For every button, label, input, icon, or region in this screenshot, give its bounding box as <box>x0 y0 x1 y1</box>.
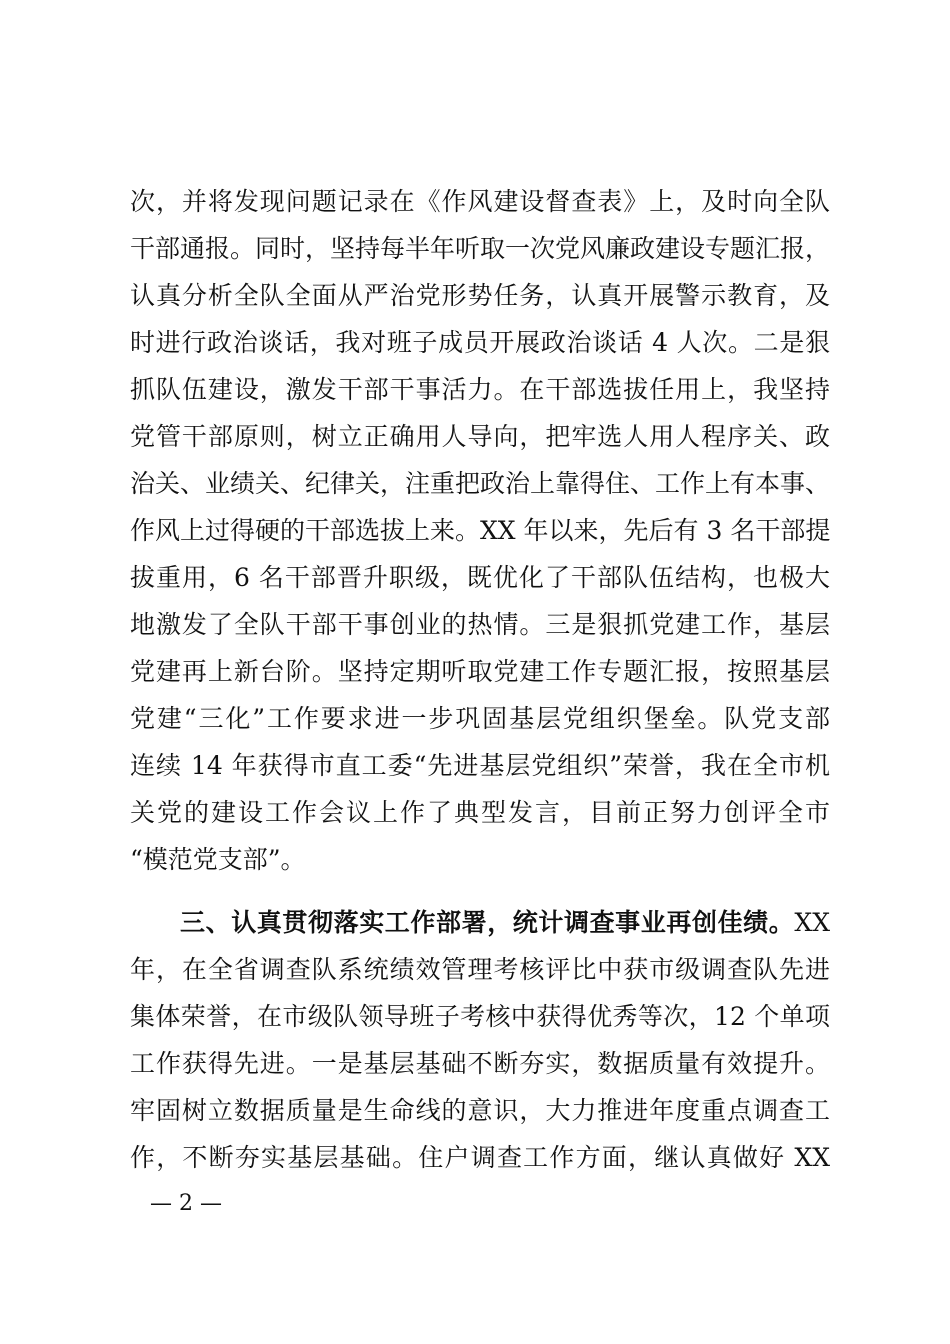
text-line: 次，并将发现问题记录在《作风建设督查表》上，及时向全队 <box>130 187 830 216</box>
text-line: 牢固树立数据质量是生命线的意识，大力推进年度重点调查工 <box>130 1096 830 1125</box>
page-number: — 2 — <box>150 1191 222 1216</box>
text-line: “模范党支部”。 <box>130 845 306 874</box>
text-line: 连续 14 年获得市直工委“先进基层党组织”荣誉，我在全市机 <box>130 751 830 780</box>
text-line: 年，在全省调查队系统绩效管理考核评比中获市级调查队先进 <box>130 955 830 984</box>
text-line: 党建“三化”工作要求进一步巩固基层党组织堡垒。队党支部 <box>130 704 830 733</box>
text-line: 党管干部原则，树立正确用人导向，把牢选人用人程序关、政 <box>130 422 830 451</box>
text-line: 抓队伍建设，激发干部干事活力。在干部选拔任用上，我坚持 <box>130 375 830 404</box>
text-line: 集体荣誉，在市级队领导班子考核中获得优秀等次，12 个单项 <box>130 1002 830 1031</box>
text-line: 党建再上新台阶。坚持定期听取党建工作专题汇报，按照基层 <box>130 657 830 686</box>
document-body <box>130 178 830 1181</box>
text-line: 认真分析全队全面从严治党形势任务，认真开展警示教育，及 <box>130 281 830 310</box>
text-line: 作风上过得硬的干部选拔上来。XX 年以来，先后有 3 名干部提 <box>130 516 831 545</box>
text-line: 地激发了全队干部干事创业的热情。三是狠抓党建工作，基层 <box>130 610 830 639</box>
paragraph-1 <box>130 178 830 883</box>
text-line: 干部通报。同时，坚持每半年听取一次党风廉政建设专题汇报， <box>130 234 831 263</box>
paragraph-spacer <box>130 883 830 899</box>
section-heading-line <box>130 899 830 946</box>
paragraph-2 <box>130 899 830 1181</box>
text-line: 拔重用，6 名干部晋升职级，既优化了干部队伍结构，也极大 <box>130 563 830 592</box>
text-line: 关党的建设工作会议上作了典型发言，目前正努力创评全市 <box>130 798 830 827</box>
text-line: 治关、业绩关、纪律关，注重把政治上靠得住、工作上有本事、 <box>130 469 831 498</box>
section-heading: 三、认真贯彻落实工作部署，统计调查事业再创佳绩。 <box>180 908 795 937</box>
text-line: 时进行政治谈话，我对班子成员开展政治谈话 4 人次。二是狠 <box>130 328 830 357</box>
text-line: 作，不断夯实基层基础。住户调查工作方面，继认真做好 XX <box>130 1143 830 1172</box>
text-line: 工作获得先进。一是基层基础不断夯实，数据质量有效提升。 <box>130 1049 830 1078</box>
section-heading-tail: XX <box>794 908 830 937</box>
